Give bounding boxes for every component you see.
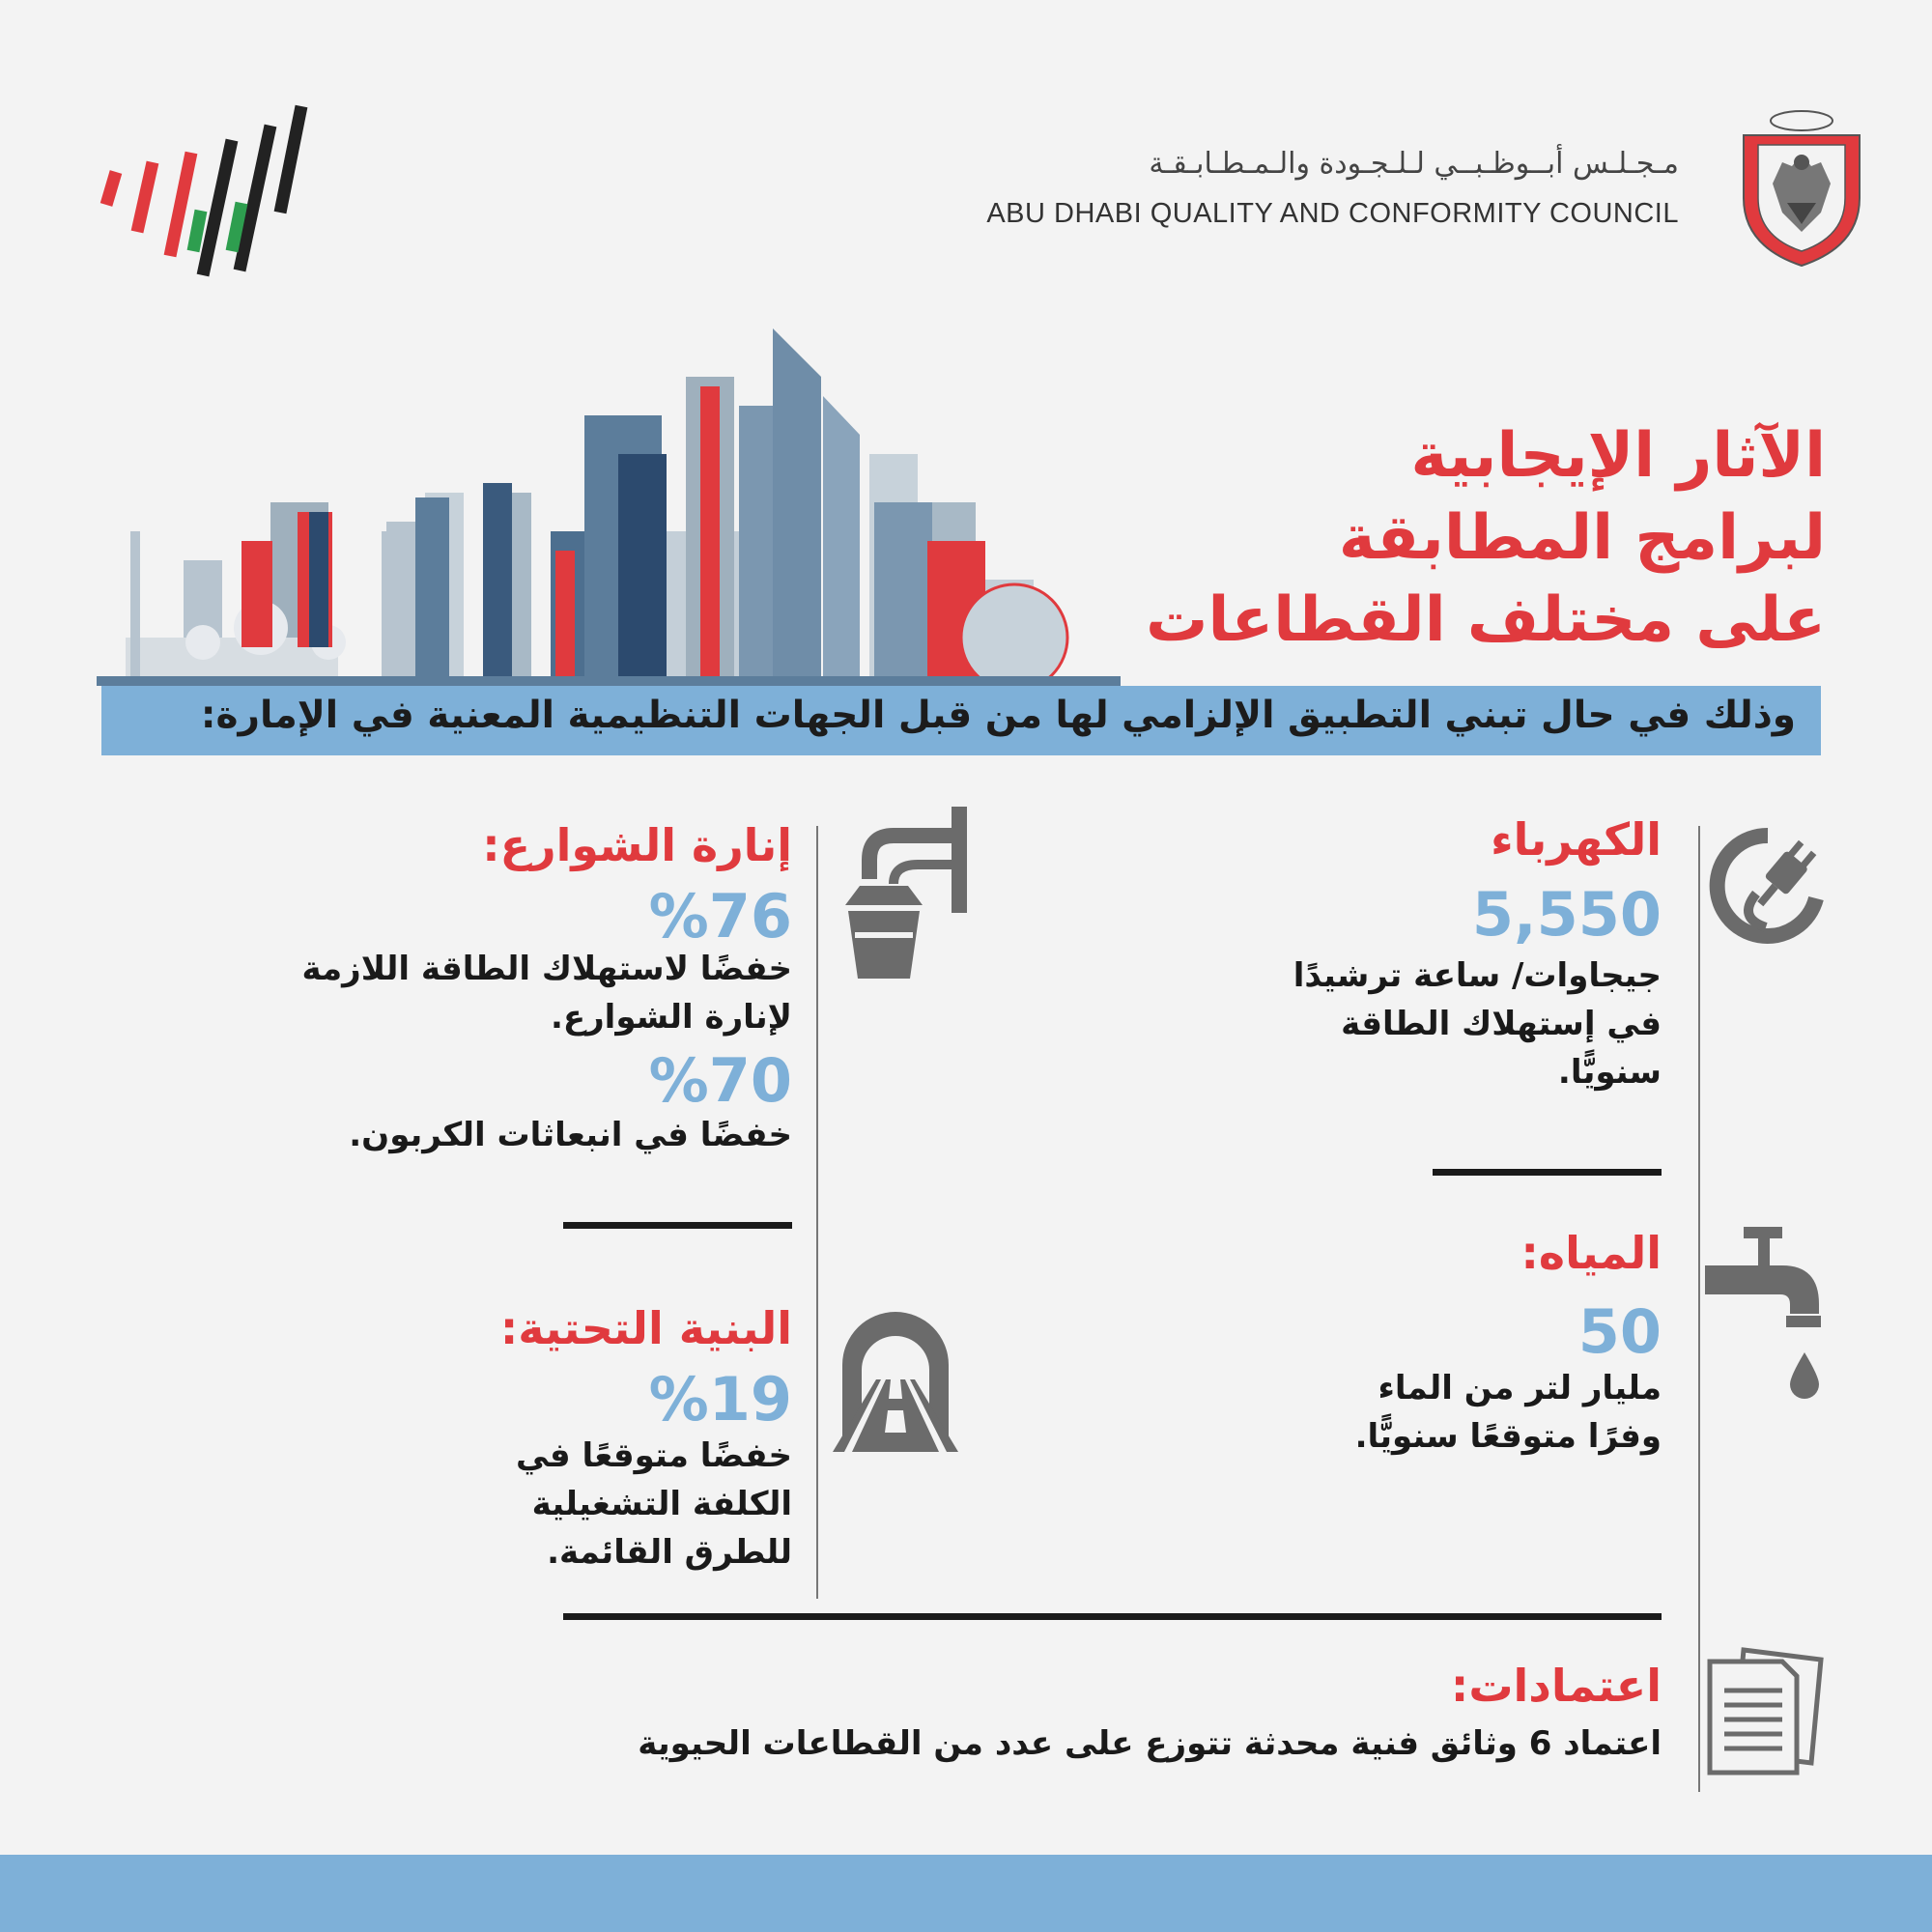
right-column-divider: [1698, 826, 1700, 1792]
uae-flag-stripes-logo: [97, 97, 309, 280]
street-lighting-description-1: [290, 945, 792, 1041]
street-lighting-separator: [563, 1222, 792, 1229]
water-value: 50: [1577, 1296, 1662, 1367]
street-lamp-icon: [840, 807, 976, 985]
street-lighting-value-1: %76: [648, 881, 792, 952]
street-lighting-desc-line-1: خفضًا لاستهلاك الطاقة اللازمة: [301, 950, 792, 988]
main-title: [1092, 415, 1826, 662]
water-title: المياه:: [1520, 1227, 1662, 1279]
electricity-title: الكهرباء: [1491, 813, 1662, 866]
water-tap-icon: [1705, 1227, 1821, 1406]
electricity-desc-line-1: جيجاوات/ ساعة ترشيدًا: [1293, 956, 1662, 995]
council-name-english: ABU DHABI QUALITY AND CONFORMITY COUNCIL: [986, 198, 1679, 229]
title-line-2: لبرامج المطابقة: [1338, 502, 1826, 574]
electricity-value: 5,550: [1471, 879, 1662, 950]
water-desc-line-1: مليار لتر من الماء: [1378, 1369, 1662, 1407]
accreditations-separator: [563, 1613, 1662, 1620]
documents-icon: [1705, 1642, 1831, 1777]
water-desc-line-2: وفرًا متوقعًا سنويًّا.: [1354, 1417, 1662, 1456]
infrastructure-title: البنية التحتية:: [499, 1302, 792, 1354]
tunnel-road-icon: [833, 1302, 958, 1452]
street-lighting-desc-line-2: لإنارة الشوارع.: [550, 998, 792, 1037]
electricity-separator: [1433, 1169, 1662, 1176]
title-line-1: الآثار الإيجابية: [1410, 420, 1826, 492]
infrastructure-value: %19: [648, 1364, 792, 1435]
city-skyline-illustration: [97, 328, 1121, 686]
accreditations-title: اعتمادات:: [1450, 1660, 1662, 1712]
plug-icon: [1708, 826, 1829, 947]
title-line-3: على مختلف القطاعات: [1146, 584, 1826, 656]
street-lighting-title: إنارة الشوارع:: [482, 819, 792, 871]
infrastructure-desc-line-2: الكلفة التشغيلية: [531, 1485, 792, 1523]
electricity-desc-line-2: في إستهلاك الطاقة: [1341, 1005, 1662, 1043]
infrastructure-description: [386, 1432, 792, 1577]
water-description: [1256, 1364, 1662, 1461]
electricity-description: [1256, 952, 1662, 1096]
council-name-arabic: مـجـلـس أبــوظـبــي لـلـجـودة والـمـطـابـقـة: [1149, 147, 1679, 181]
street-lighting-value-2: %70: [648, 1045, 792, 1116]
center-column-divider: [816, 826, 818, 1599]
accreditations-description: اعتماد 6 وثائق فنية محدثة تتوزع على عدد من القطاعات الحيوية: [638, 1724, 1662, 1763]
electricity-desc-line-3: سنويًّا.: [1557, 1053, 1662, 1092]
infrastructure-desc-line-3: للطرق القائمة.: [547, 1533, 792, 1572]
street-lighting-description-2: خفضًا في انبعاثات الكربون.: [349, 1116, 792, 1154]
subtitle-band: [101, 686, 1821, 755]
falcon-emblem-icon: [1729, 106, 1874, 270]
infrastructure-desc-line-1: خفضًا متوقعًا في: [515, 1436, 792, 1475]
subtitle-text: وذلك في حال تبني التطبيق الإلزامي لها من قبل الجهات التنظيمية المعنية في الإمارة:: [200, 694, 1796, 737]
footer-bar: [0, 1855, 1932, 1932]
